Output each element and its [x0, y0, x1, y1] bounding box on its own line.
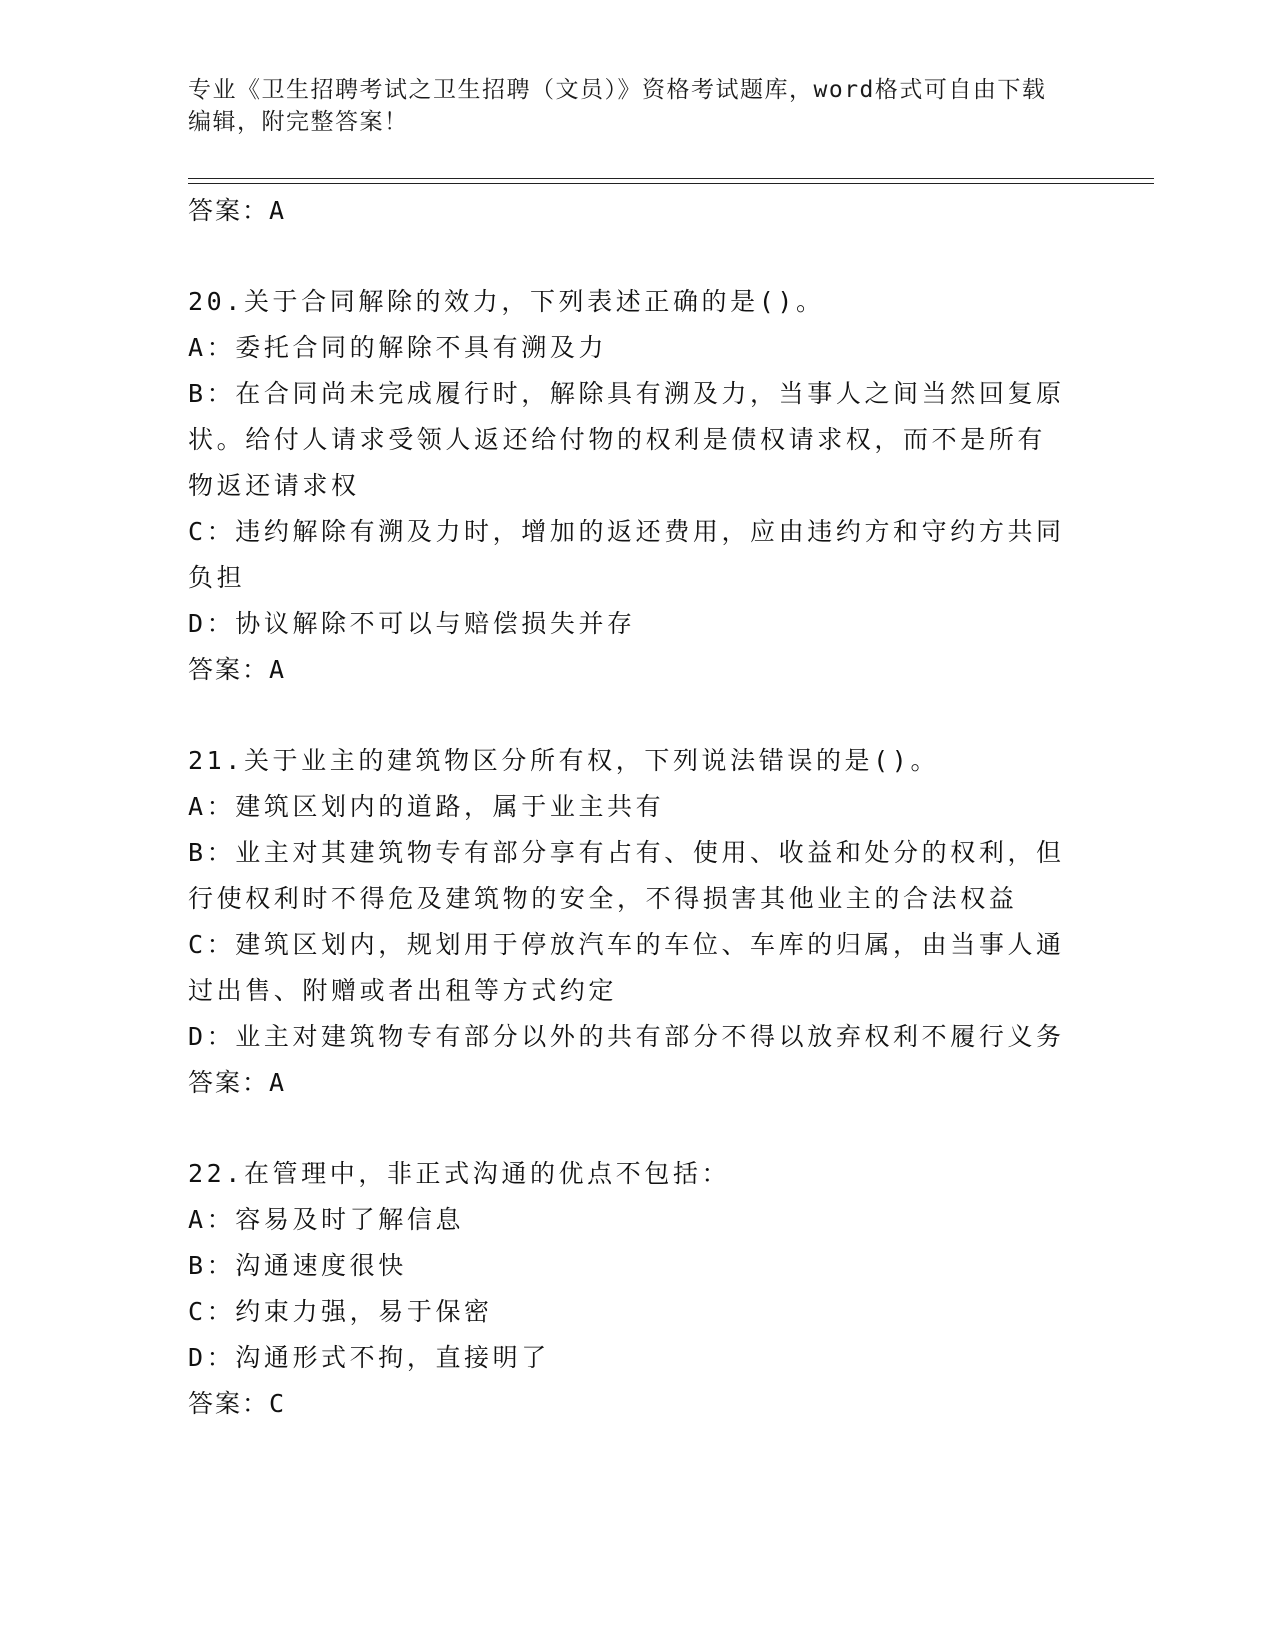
option-a: A：建筑区划内的道路，属于业主共有: [188, 792, 665, 821]
option-c-line-2: 过出售、附赠或者出租等方式约定: [188, 976, 618, 1005]
question-20: [188, 279, 1088, 693]
header-line-2: 编辑，附完整答案！: [188, 109, 409, 135]
question-stem: 21.关于业主的建筑物区分所有权，下列说法错误的是()。: [188, 746, 940, 775]
question-stem: 22.在管理中，非正式沟通的优点不包括：: [188, 1159, 731, 1188]
previous-answer: 答案：A: [188, 196, 287, 225]
answer-line: 答案：A: [188, 1068, 287, 1097]
option-b-line-1: B：在合同尚未完成履行时，解除具有溯及力，当事人之间当然回复原: [188, 379, 1065, 408]
option-b-line-3: 物返还请求权: [188, 471, 360, 500]
option-a: A：容易及时了解信息: [188, 1205, 465, 1234]
header-divider-top: [188, 178, 1154, 179]
option-c-line-1: C：建筑区划内，规划用于停放汽车的车位、车库的归属，由当事人通: [188, 930, 1065, 959]
option-d: D：协议解除不可以与赔偿损失并存: [188, 609, 636, 638]
question-list: [188, 188, 1088, 1427]
document-header: [188, 74, 1068, 138]
question-22: [188, 1151, 1088, 1427]
option-b-line-2: 行使权利时不得危及建筑物的安全，不得损害其他业主的合法权益: [188, 884, 1018, 913]
header-divider-bottom: [188, 183, 1154, 184]
option-c-line-2: 负担: [188, 563, 246, 592]
question-stem: 20.关于合同解除的效力，下列表述正确的是()。: [188, 287, 825, 316]
option-d: D：沟通形式不拘，直接明了: [188, 1343, 550, 1372]
option-b-line-2: 状。给付人请求受领人返还给付物的权利是债权请求权，而不是所有: [188, 425, 1047, 454]
header-line-1: 专业《卫生招聘考试之卫生招聘（文员）》资格考试题库，word格式可自由下载: [188, 77, 1047, 103]
option-a: A：委托合同的解除不具有溯及力: [188, 333, 608, 362]
option-d: D：业主对建筑物专有部分以外的共有部分不得以放弃权利不履行义务: [188, 1022, 1065, 1051]
option-c-line-1: C：违约解除有溯及力时，增加的返还费用，应由违约方和守约方共同: [188, 517, 1065, 546]
option-b-line-1: B：业主对其建筑物专有部分享有占有、使用、收益和处分的权利，但: [188, 838, 1065, 867]
answer-line: 答案：A: [188, 655, 287, 684]
option-b: B：沟通速度很快: [188, 1251, 407, 1280]
answer-line: 答案：C: [188, 1389, 287, 1418]
question-21: [188, 738, 1088, 1106]
option-c: C：约束力强，易于保密: [188, 1297, 493, 1326]
